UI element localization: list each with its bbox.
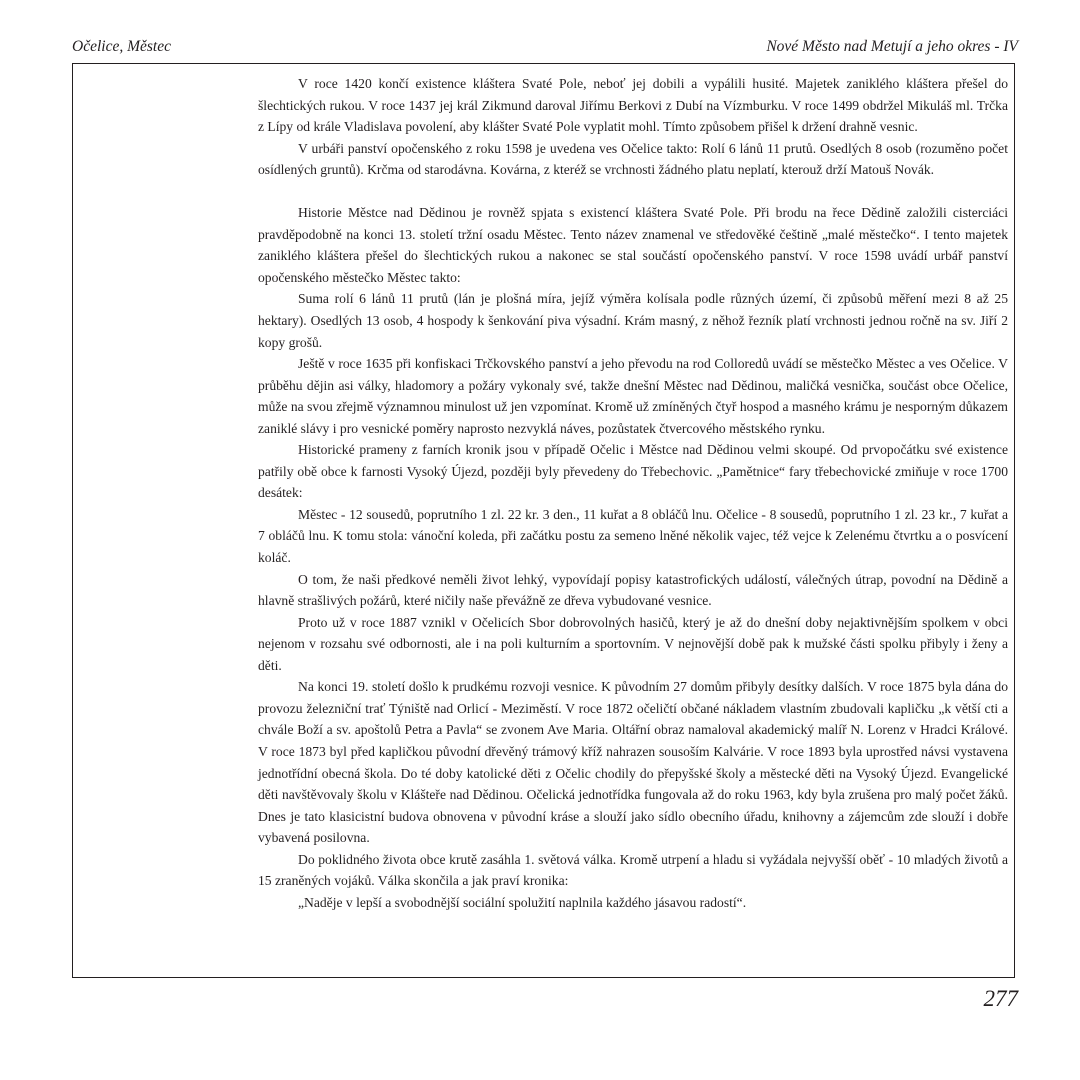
paragraph: O tom, že naši předkové neměli život lehký, vypovídají popisy katastrofických událostí, válečných útrap, povodní na Dědině a hlavně strašlivých požárů, které ničily naše převážně ze dřeva vybudované vesnice.: [258, 571, 1008, 609]
paragraph: Na konci 19. století došlo k prudkému rozvoji vesnice. K původním 27 domům přibyly desítky dalších. V roce 1875 byla dána do provozu železniční trať Týniště nad Orlicí - Meziměstí. V roce 1872 očeličtí občané nákladem vlastním zbudovali kapličku „k větší cti a chvále Boží a sv. apoštolů Petra a Pavla“ se zvonem Ave Maria. Oltářní obraz namaloval akademický malíř N. Lorenz v Hradci Králové. V roce 1873 byl před kapličkou původní dřevěný trámový kříž nahrazen sousoším Kalvárie. V roce 1893 byla uprostřed návsi vystavena jednotřídní obecná škola. Do té doby katolické děti z Očelic chodily do přepyšské školy a městecké děti na Vysoký Újezd. Evangelické děti navštěvovaly školu v Klášteře nad Dědinou. Očelická jednotřídka fungovala až do roku 1963, kdy byla zrušena pro malý počet žáků. Dnes je tato klasicistní budova obnovena v původní kráse a slouží jako sídlo obecního úřadu, knihovny a zájemcům zde slouží i dobře vybavená posilovna.: [258, 679, 1008, 846]
quote-paragraph: „Naděje v lepší a svobodnější sociální spolužití naplnila každého jásavou radostí“.: [298, 894, 747, 910]
paragraph: V urbáři panství opočenského z roku 1598 je uvedena ves Očelice takto: Rolí 6 lánů 11 prutů. Osedlých 8 osob (rozuměno počet osídlených gruntů). Krčma od starodávna. Kovárna, z kteréž se vrchnosti žádného platu neplatí, kterouž drží Matouš Novák.: [258, 140, 1008, 178]
article-body: [258, 73, 1008, 913]
paragraph: Ještě v roce 1635 při konfiskaci Trčkovského panství a jeho převodu na rod Colloredů uvádí se městečko Městec a ves Očelice. V průběhu dějin asi války, hladomory a požáry vykonaly své, takže dnešní Městec nad Dědinou, maličká vesnička, součást obce Očelice, může na svou zřejmě významnou minulost už jen vzpomínat. Kromě už zmíněných čtyř hospod a masného krámu je nesporným důkazem zaniklé slávy i pro vesnické poměry naprosto nezvyklá náves, pozůstatek čtvercového městského rynku.: [258, 356, 1008, 436]
paragraph: Do poklidného života obce krutě zasáhla 1. světová válka. Kromě utrpení a hladu si vyžádala nejvyšší oběť - 10 mladých životů a 15 zraněných vojáků. Válka skončila a jak praví kronika:: [258, 851, 1008, 889]
paragraph: Historické prameny z farních kronik jsou v případě Očelic i Městce nad Dědinou velmi skoupé. Od prvopočátku své existence patřily obě obce k farnosti Vysoký Újezd, později byly převedeny do Třebechovic. „Pamětnice“ fary třebechovické zmiňuje v roce 1700 desátek:: [258, 442, 1008, 501]
paragraph: Městec - 12 sousedů, poprutního 1 zl. 22 kr. 3 den., 11 kuřat a 8 obláčů lnu. Očelice - 8 sousedů, poprutního 1 zl. 23 kr., 7 kuřat a 7 obláčů lnu. K tomu stola: vánoční koleda, při začátku postu za semeno lněné několik vajec, též vejce k Zelenému čtvrtku a o posvícení koláč.: [258, 506, 1008, 566]
page-number: 277: [983, 986, 1018, 1011]
paragraph: Historie Městce nad Dědinou je rovněž spjata s existencí kláštera Svaté Pole. Při brodu na řece Dědině založili cisterciáci pravděpodobně na konci 13. století tržní osadu Městec. Tento název znamenal ve středověké češtině „malé městečko“. I tento majetek zaniklého kláštera přešel do šlechtických rukou a nakonec se stal součástí opočenského panství. V roce 1598 uvádí urbář panství opočenského městečko Městec takto:: [258, 205, 1008, 285]
running-header-right: Nové Město nad Metují a jeho okres - IV: [766, 38, 1018, 55]
paragraph: V roce 1420 končí existence kláštera Svaté Pole, neboť jej dobili a vypálili husité. Majetek zaniklého kláštera přešel do šlechtických rukou. V roce 1437 jej král Zikmund daroval Jiřímu Berkovi z Dubí na Vízmburku. V roce 1499 obdržel Mikuláš ml. Trčka z Lípy od krále Vladislava povolení, aby klášter Svaté Pole vyplatit mohl. Tímto způsobem přišel k držení drahně vesnic.: [258, 76, 1008, 135]
paragraph: Suma rolí 6 lánů 11 prutů (lán je plošná míra, jejíž výměra kolísala podle různých území, či způsobů měření mezi 8 až 25 hektary). Osedlých 13 osob, 4 hospody k šenkování piva výsadní. Krám masný, z něhož řezník platí vrchnosti jednou ročně na sv. Jiří 2 kopy grošů.: [258, 291, 1008, 350]
running-header-left: Očelice, Městec: [72, 38, 171, 55]
paragraph: Proto už v roce 1887 vznikl v Očelicích Sbor dobrovolných hasičů, který je až do dnešní doby nejaktivnějším spolkem v obci nejenom v rozsahu své odbornosti, ale i na poli kulturním a sportovním. V nejnovější době pak k mužské části spolku přibyly i ženy a děti.: [258, 614, 1008, 673]
